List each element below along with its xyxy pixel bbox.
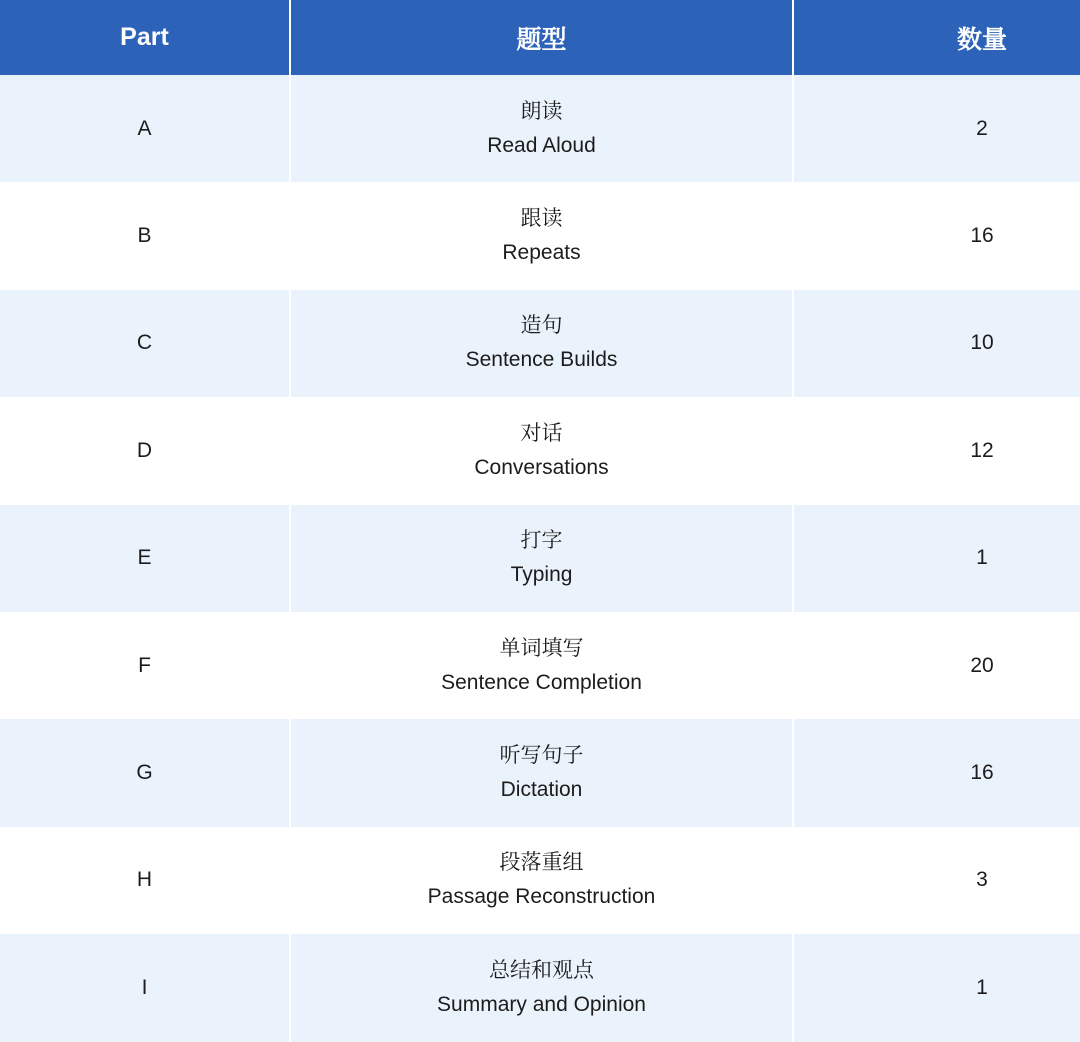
count-cell: 1 <box>976 546 988 570</box>
type-cell <box>291 505 792 612</box>
part-cell: G <box>136 761 153 785</box>
table-row <box>0 719 1080 826</box>
type-english: Passage Reconstruction <box>427 885 656 909</box>
table-row <box>0 75 1080 182</box>
part-cell: F <box>138 653 151 677</box>
type-cell <box>291 719 792 826</box>
table-row <box>0 505 1080 612</box>
type-cell <box>291 290 792 397</box>
count-cell: 2 <box>976 116 988 140</box>
type-chinese: 造句 <box>520 314 563 338</box>
count-cell: 12 <box>970 438 994 462</box>
type-english: Conversations <box>474 455 609 479</box>
type-chinese: 总结和观点 <box>489 958 594 982</box>
table-row <box>0 397 1080 504</box>
part-cell: D <box>136 438 153 462</box>
type-english: Sentence Completion <box>441 670 642 694</box>
table-header <box>0 0 1080 75</box>
type-english: Sentence Builds <box>465 348 618 372</box>
header-type: 题型 <box>516 25 567 54</box>
count-cell: 10 <box>970 331 994 355</box>
table-row <box>0 827 1080 934</box>
part-cell: H <box>136 868 153 892</box>
type-chinese: 对话 <box>520 421 563 445</box>
type-cell <box>291 397 792 504</box>
table-row <box>0 290 1080 397</box>
type-chinese: 跟读 <box>520 207 563 231</box>
type-english: Read Aloud <box>487 133 596 157</box>
type-cell <box>291 827 792 934</box>
count-cell: 16 <box>970 224 994 248</box>
type-chinese: 打字 <box>520 529 563 553</box>
type-cell <box>291 75 792 182</box>
part-cell: I <box>141 975 148 999</box>
type-cell <box>291 934 792 1041</box>
type-english: Repeats <box>502 241 581 265</box>
count-cell: 16 <box>970 761 994 785</box>
count-cell: 20 <box>970 653 994 677</box>
type-chinese: 朗读 <box>520 99 563 123</box>
table-row <box>0 612 1080 719</box>
part-cell: E <box>137 546 152 570</box>
header-count: 数量 <box>956 25 1007 54</box>
table-row <box>0 934 1080 1041</box>
type-english: Summary and Opinion <box>437 992 646 1016</box>
type-cell <box>291 182 792 289</box>
count-cell: 3 <box>976 868 988 892</box>
type-chinese: 单词填写 <box>499 636 584 660</box>
type-chinese: 听写句子 <box>499 744 584 768</box>
type-english: Dictation <box>500 778 583 802</box>
type-chinese: 段落重组 <box>499 851 584 875</box>
header-part: Part <box>120 23 169 51</box>
table-row <box>0 182 1080 289</box>
part-cell: A <box>137 116 152 140</box>
type-english: Typing <box>510 563 573 587</box>
part-cell: B <box>137 224 152 248</box>
part-cell: C <box>136 331 153 355</box>
type-cell <box>291 612 792 719</box>
count-cell: 1 <box>976 975 988 999</box>
